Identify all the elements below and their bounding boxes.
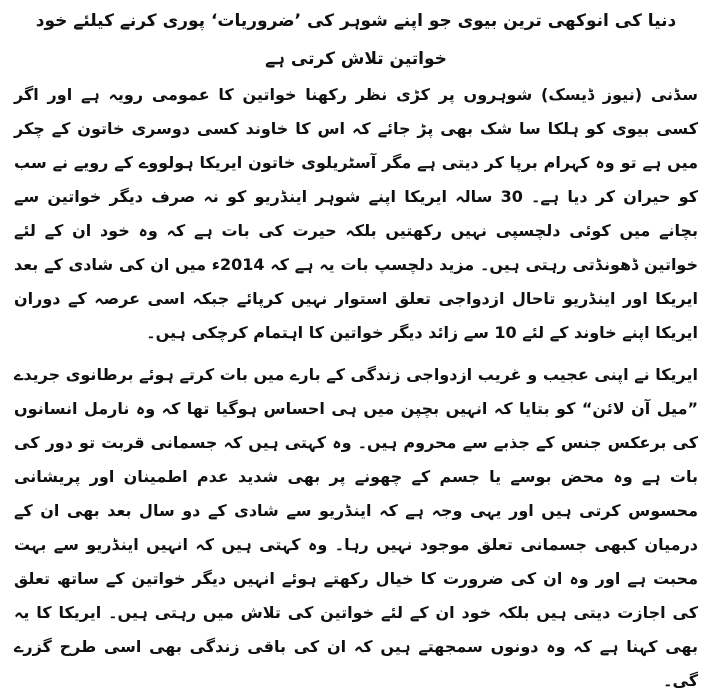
article-paragraph-1: سڈنی (نیوز ڈیسک) شوہروں پر کڑی نظر رکھنا خواتین کا عمومی رویہ ہے اور اگر کسی بیوی کو ہلکا سا شک بھی پڑ جائے کہ اس کا خاوند کسی دوسری خاتون کے چکر میں ہے تو وہ کہرام برپا کر دیتی ہے مگر آسٹریلوی خاتون ایریکا ہولووے کے رویے نے سب کو حیران کر دیا ہے۔ 30 سالہ ایریکا اپنے شوہر اینڈریو کو نہ صرف دیگر خواتین سے بچانے میں کوئی دلچسپی نہیں رکھتیں بلکہ حیرت کی بات ہے کہ وہ خود ان کے لئے خواتین ڈھونڈتی رہتی ہیں۔ مزید دلچسپ بات یہ ہے کہ 2014ء میں ان کی شادی کے بعد ایریکا اور اینڈریو تاحال ازدواجی تعلق استوار نہیں کرپائے جبکہ اسی عرصہ کے دوران ایریکا اپنے خاوند کے لئے 10 سے زائد دیگر خواتین کا اہتمام کرچکی ہیں۔: [14, 85, 699, 342]
article-headline: دنیا کی انوکھی ترین بیوی جو اپنے شوہر کی ’ضروریات‘ پوری کرنے کیلئے خود خواتین تلاش کرتی ہے: [35, 11, 677, 69]
news-article: [14, 0, 698, 698]
article-paragraph-2: ایریکا نے اپنی عجیب و غریب ازدواجی زندگی کے بارے میں بات کرتے ہوئے برطانوی جریدے ”میل آن لائن“ کو بتایا کہ انہیں بچپن میں ہی احساس ہوگیا تھا کہ وہ نارمل انسانوں کی برعکس جنس کے جذبے سے محروم ہیں۔ وہ کہتی ہیں کہ جسمانی قربت تو دور کی بات ہے وہ محض بوسے یا جسم کے چھونے پر بھی شدید عدم اطمینان اور پریشانی محسوس کرتی ہیں اور یہی وجہ ہے کہ اینڈریو سے شادی کے دو سال بعد بھی ان کے درمیان کبھی جسمانی تعلق موجود نہیں رہا۔ وہ کہتی ہیں کہ انہیں اینڈریو سے بہت محبت ہے اور وہ ان کی ضرورت کا خیال رکھتے ہوئے انہیں دیگر خواتین کے ساتھ تعلق کی اجازت دیتی ہیں بلکہ خود ان کے لئے خواتین کی تلاش میں رہتی ہیں۔ ایریکا کا یہ بھی کہنا ہے کہ وہ دونوں سمجھتے ہیں کہ ان کی باقی زندگی بھی اسی طرح گزرے گی۔: [14, 365, 698, 690]
